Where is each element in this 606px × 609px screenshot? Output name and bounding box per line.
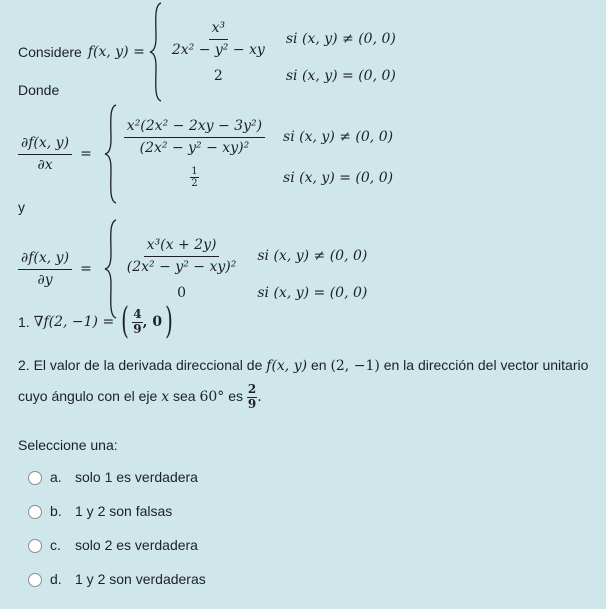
radio-button[interactable]: [28, 471, 42, 485]
denominator: 2: [191, 178, 198, 190]
denominator: ∂x: [37, 156, 53, 173]
gradient-fraction: [132, 308, 142, 337]
option-letter: d.: [50, 571, 62, 587]
denominator: ∂y: [37, 271, 53, 288]
equals: =: [80, 146, 92, 162]
denominator: 2x² − y² − xy: [171, 41, 265, 58]
case1-condition: si (x, y) ≠ (0, 0): [283, 129, 394, 145]
dfdx-case2-fraction: [190, 166, 198, 190]
case1-condition: si (x, y) ≠ (0, 0): [285, 31, 396, 47]
case2-condition: si (x, y) = (0, 0): [257, 284, 368, 301]
numerator: 2: [247, 382, 257, 396]
numerator: ∂f(x, y): [18, 250, 72, 269]
statement2: [18, 350, 593, 412]
numerator: x³(x + 2y): [144, 237, 220, 256]
denominator: (2x² − y² − xy)²: [139, 139, 250, 156]
text: unitario cuyo ángulo con el eje: [18, 357, 589, 404]
dfdx-definition: [18, 104, 393, 204]
statement1: [18, 302, 176, 342]
denominator: (2x² − y² − xy)²: [126, 258, 237, 275]
radio-button[interactable]: [28, 573, 42, 587]
f-lhs: f(x, y) =: [87, 44, 145, 60]
considere-label: Considere: [18, 44, 82, 60]
text: 2. El valor de la derivada direccional de: [18, 357, 263, 373]
period: .: [257, 389, 262, 405]
case2-value: 2: [213, 67, 223, 84]
cases: [124, 237, 368, 300]
f-definition: [18, 2, 396, 102]
case2-condition: si (x, y) = (0, 0): [283, 169, 394, 186]
y-label: y: [18, 199, 25, 215]
option-text: 1 y 2 son falsas: [75, 503, 173, 519]
angle-math: 60°: [199, 389, 225, 405]
directional-derivative-fraction: [247, 383, 257, 412]
numerator: x³: [209, 20, 229, 39]
dfdy-lhs: [18, 250, 72, 287]
cases: [169, 20, 396, 83]
dfdx-case1-fraction: [124, 118, 265, 155]
x-math: x: [161, 389, 170, 405]
option-letter: b.: [50, 503, 62, 519]
fxy-math: f(x, y): [266, 358, 308, 374]
point-math: (2, −1): [330, 358, 380, 374]
numerator: ∂f(x, y): [18, 135, 72, 154]
numerator: x²(2x² − 2xy − 3y²): [124, 118, 265, 137]
case1-condition: si (x, y) ≠ (0, 0): [257, 248, 368, 264]
option-letter: a.: [50, 469, 62, 485]
case2-condition: si (x, y) = (0, 0): [285, 67, 396, 84]
left-paren: (: [121, 301, 130, 342]
text: en la dirección del vector: [383, 357, 539, 373]
option-a[interactable]: [28, 468, 228, 488]
numerator: 4: [133, 306, 142, 321]
prompt-label: Seleccione una:: [18, 437, 118, 453]
text: es: [228, 388, 243, 404]
option-text: solo 2 es verdadera: [75, 537, 198, 553]
dfdy-case1-fraction: [124, 237, 240, 274]
option-c[interactable]: [28, 536, 228, 556]
left-brace: [149, 2, 163, 102]
option-letter: c.: [50, 537, 61, 553]
cases: [124, 118, 393, 189]
option-d[interactable]: [28, 570, 228, 590]
text: en: [310, 357, 327, 373]
option-b[interactable]: [28, 502, 228, 522]
statement1-number: 1.: [18, 314, 30, 330]
option-text: solo 1 es verdadera: [75, 469, 198, 485]
case1-fraction: [169, 20, 268, 57]
gradient-lhs: ∇f(2, −1) =: [33, 314, 115, 330]
radio-button[interactable]: [28, 539, 42, 553]
right-paren: ): [165, 301, 173, 342]
option-text: 1 y 2 son verdaderas: [75, 571, 206, 587]
gradient-second-component: , 0: [142, 314, 163, 330]
donde-label: Donde: [18, 82, 60, 98]
numerator: 1: [191, 165, 198, 177]
case2-value: 0: [177, 284, 187, 301]
denominator: 9: [133, 321, 142, 336]
radio-button[interactable]: [28, 505, 42, 519]
text: sea: [173, 388, 196, 404]
dfdx-lhs: [18, 135, 72, 172]
equals: =: [80, 261, 92, 277]
denominator: 9: [247, 396, 257, 411]
left-brace: [104, 104, 118, 204]
